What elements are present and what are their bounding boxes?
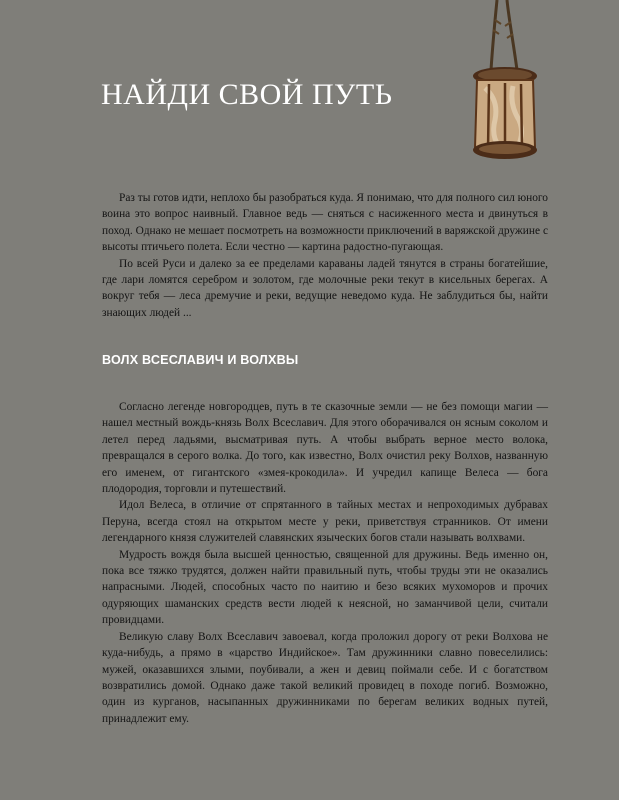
paragraph: Согласно легенде новгородцев, путь в те сказочные земли — не без помощи магии — нашел местный вождь-князь Волх Всеславич. Для этого оборачивался он ясным соколом и летел перед ладьями, высматривая путь. А чтобы выбрать верное место волока, превращался в серого волка. До того, как известно, Волх очистил реку Волхов, названную его именем, от гигантского «змея-крокодила». И учредил капище Велеса — бога плодородия, торговли и путешествий. <box>102 401 548 496</box>
page-title: НАЙДИ СВОЙ ПУТЬ <box>101 78 393 111</box>
paragraph: По всей Руси и далеко за ее пределами караваны ладей тянутся в страны богатейшие, где лари ломятся серебром и золотом, где молочные реки текут в кисельных берегах. А вокруг тебя — леса дремучие и реки, ведущие неведомо куда. Не заблудиться бы, найти знающих людей ... <box>102 257 548 319</box>
paragraph: Великую славу Волх Всеславич завоевал, когда проложил дорогу от реки Волхова не куда-нибудь, а прямо в «царство Индийское». Там дружинники славно повеселились: мужей, оказавшихся злыми, поубивали, а жен и девиц поймали себе. И с богатством возвратились домой. Однако даже такой великий провидец в походе погиб. Возможно, один из курганов, насыпанных дружинниками по берегам великих водных путей, принадлежит ему. <box>102 630 548 725</box>
paragraph: Раз ты готов идти, неплохо бы разобраться куда. Я понимаю, что для полного сил юного воина это вопрос наивный. Главное ведь — сняться с насиженного места и двинуться в поход. Однако не мешает посмотреть на возможности приключений в варяжской дружине с высоты птичьего полета. Если честно — картина радостно-пугающая. <box>102 192 548 254</box>
paragraph: Идол Велеса, в отличие от спрятанного в тайных местах и непроходимых дубравах Перуна, всегда стоял на открытом месте у реки, приветствуя странников. От имени легендарного князя служителей славянских языческих богов стали называть волхвами. <box>102 499 548 545</box>
paragraph: Мудрость вождя была высшей ценностью, священной для дружины. Ведь именно он, пока все тяжко трудятся, должен найти правильный путь, чтобы труды эти не оказались напрасными. Людей, способных часто по наитию и безо всяких мухоморов и прочих одуряющих шаманских средств вести людей к неясной, но заманчивой цели, считали провидцами. <box>102 548 548 627</box>
intro-text <box>102 190 548 321</box>
hanging-lantern-icon <box>455 0 555 168</box>
section-text <box>102 399 548 727</box>
section-heading: ВОЛХ ВСЕСЛАВИЧ И ВОЛХВЫ <box>102 353 299 367</box>
